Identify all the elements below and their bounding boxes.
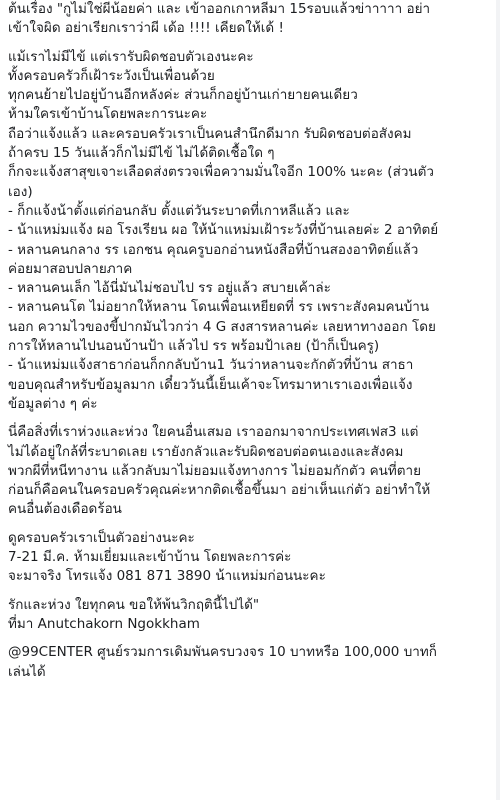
post-text-line: 7-21 มี.ค. ห้ามเยี่ยมและเข้าบ้าน โดยพละการค่ะ	[8, 549, 292, 566]
post-text-line: - ก็กแจ้งน้าตั้งแต่ก่อนกลับ ตั้งแต่วันระบาดที่เกาหลีแล้ว และ	[8, 202, 350, 219]
post-paragraph-source	[8, 596, 492, 635]
post-text-line: ค่อยมาสอบปลายภาค	[8, 260, 133, 277]
post-text-line: ทุกคนย้ายไปอยู่บ้านอีกหลังค่ะ ส่วนก็กอยู่บ้านเก่ายายคนเดียว	[8, 87, 358, 104]
post-text-line: พวกผีที่หนีทางาน แล้วกลับมาไม่ยอมแจ้งทางการ ไม่ยอมกักตัว คนที่ตาย	[8, 462, 421, 479]
post-paragraph-intro	[8, 0, 492, 39]
post-text-line: คนอื่นต้องเดือดร้อน	[8, 501, 122, 518]
post-paragraph-concern	[8, 423, 492, 519]
post-text-line: ถือว่าแจ้งแล้ว และครอบครัวเราเป็นคนสำนึกดีมาก รับผิดชอบต่อสังคม	[8, 125, 412, 142]
post-text-line: ไม่ได้อยู่ใกล้ที่ระบาดเลย เรายังกลัวและรับผิดชอบต่อตนเองและสังคม	[8, 443, 404, 460]
post-text-line: - หลานคนโต ไม่อยากให้หลาน โดนเพื่อนเหยียดที่ รร เพราะสังคมคนบ้าน	[8, 299, 430, 316]
post-text-line: ข้อมูลต่าง ๆ ค่ะ	[8, 395, 98, 412]
post-text-line: เข้าใจผิด อย่าเรียกเราว่าผี เด้อ !!!! เคียดให้เด้ !	[8, 20, 284, 37]
post-body	[8, 0, 492, 691]
post-text-line: ห้ามใครเข้าบ้านโดยพละการนะคะ	[8, 106, 208, 123]
post-paragraph-details	[8, 48, 492, 415]
post-paragraph-promo	[8, 643, 492, 682]
post-text-line: - หลานคนกลาง รร เอกชน คุณครูบอกอ่านหนังสือที่บ้านสองอาทิตย์แล้ว	[8, 241, 419, 258]
post-text-line: ก่อนก็คือคนในครอบครัวคุณค่ะหากติดเชื้อขึ้นมา อย่าเห็นแก่ตัว อย่าทำให้	[8, 482, 431, 499]
post-text-line: ทั้งครอบครัวก็เฝ้าระวังเป็นเพื่อนด้วย	[8, 67, 215, 84]
post-text-line: - น้าแหม่มแจ้ง ผอ โรงเรียน ผอ ให้น้าแหม่มเฝ้าระวังที่บ้านเลยค่ะ 2 อาทิตย์	[8, 222, 439, 239]
scrollbar-track[interactable]	[496, 0, 500, 800]
post-text-line: ต้นเรื่อง "กูไม่ใช่ผีน้อยค่า และ เข้าออกเกาหลีมา 15รอบแล้วข่าาาาา อย่า	[8, 1, 431, 17]
post-text-line: นอก ความไวของขี้ปากมันไวกว่า 4 G สงสารหลานค่ะ เลยหาทางออก โดย	[8, 318, 436, 335]
post-paragraph-example	[8, 529, 492, 587]
post-text-line: เอง)	[8, 183, 33, 200]
post-text-line: ที่มา Anutchakorn Ngokkham	[8, 615, 200, 632]
post-text-line: เล่นได้	[8, 663, 46, 680]
post-text-line: @99CENTER ศูนย์รวมการเดิมพันครบวงจร 10 บาทหรือ 100,000 บาทก็	[8, 644, 437, 661]
post-text-line: นี่คือสิ่งที่เราห่วงและห่วง ใยคนอื่นเสมอ เราออกมาจากประเทศเฟส3 แต่	[8, 424, 419, 441]
post-text-line: รักและห่วง ใยทุกคน ขอให้พ้นวิกฤตินี้ไปได้"	[8, 596, 260, 613]
post-text-line: แม้เราไม่มีไข้ แต่เรารับผิดชอบตัวเองนะคะ	[8, 48, 254, 65]
post-text-line: ขอบคุณสำหรับข้อมูลมาก เดี๋ยววันนี้เย็นเค้าจะโทรมาหาเราเองเพื่อแจ้ง	[8, 376, 413, 393]
post-text-line: ถ้าครบ 15 วันแล้วก็กไม่มีไข้ ไม่ได้ติดเชื้อใด ๆ	[8, 145, 275, 162]
post-text-line: - น้าแหม่มแจ้งสาธาก่อนก็กกลับบ้าน1 วันว่าหลานจะกักตัวที่บ้าน สาธา	[8, 357, 414, 374]
post-text-line: - หลานคนเล็ก ไอ้นี่มันไม่ชอบไป รร อยู่แล้ว สบายเค้าล่ะ	[8, 280, 331, 297]
post-text-line: การให้หลานไปนอนบ้านป้า แล้วไป รร พร้อมป้าเลย (ป้าก็เป็นครู)	[8, 338, 380, 355]
post-text-line: ดูครอบครัวเราเป็นตัวอย่างนะคะ	[8, 529, 195, 546]
post-text-line: จะมาจริง โทรแจ้ง 081 871 3890 น้าแหม่มก่อนนะคะ	[8, 568, 326, 585]
post-text-line: ก็กจะแจ้งสาสุขเจาะเลือดส่งตรวจเพื่อความมั่นใจอีก 100% นะคะ (ส่วนตัว	[8, 164, 434, 181]
